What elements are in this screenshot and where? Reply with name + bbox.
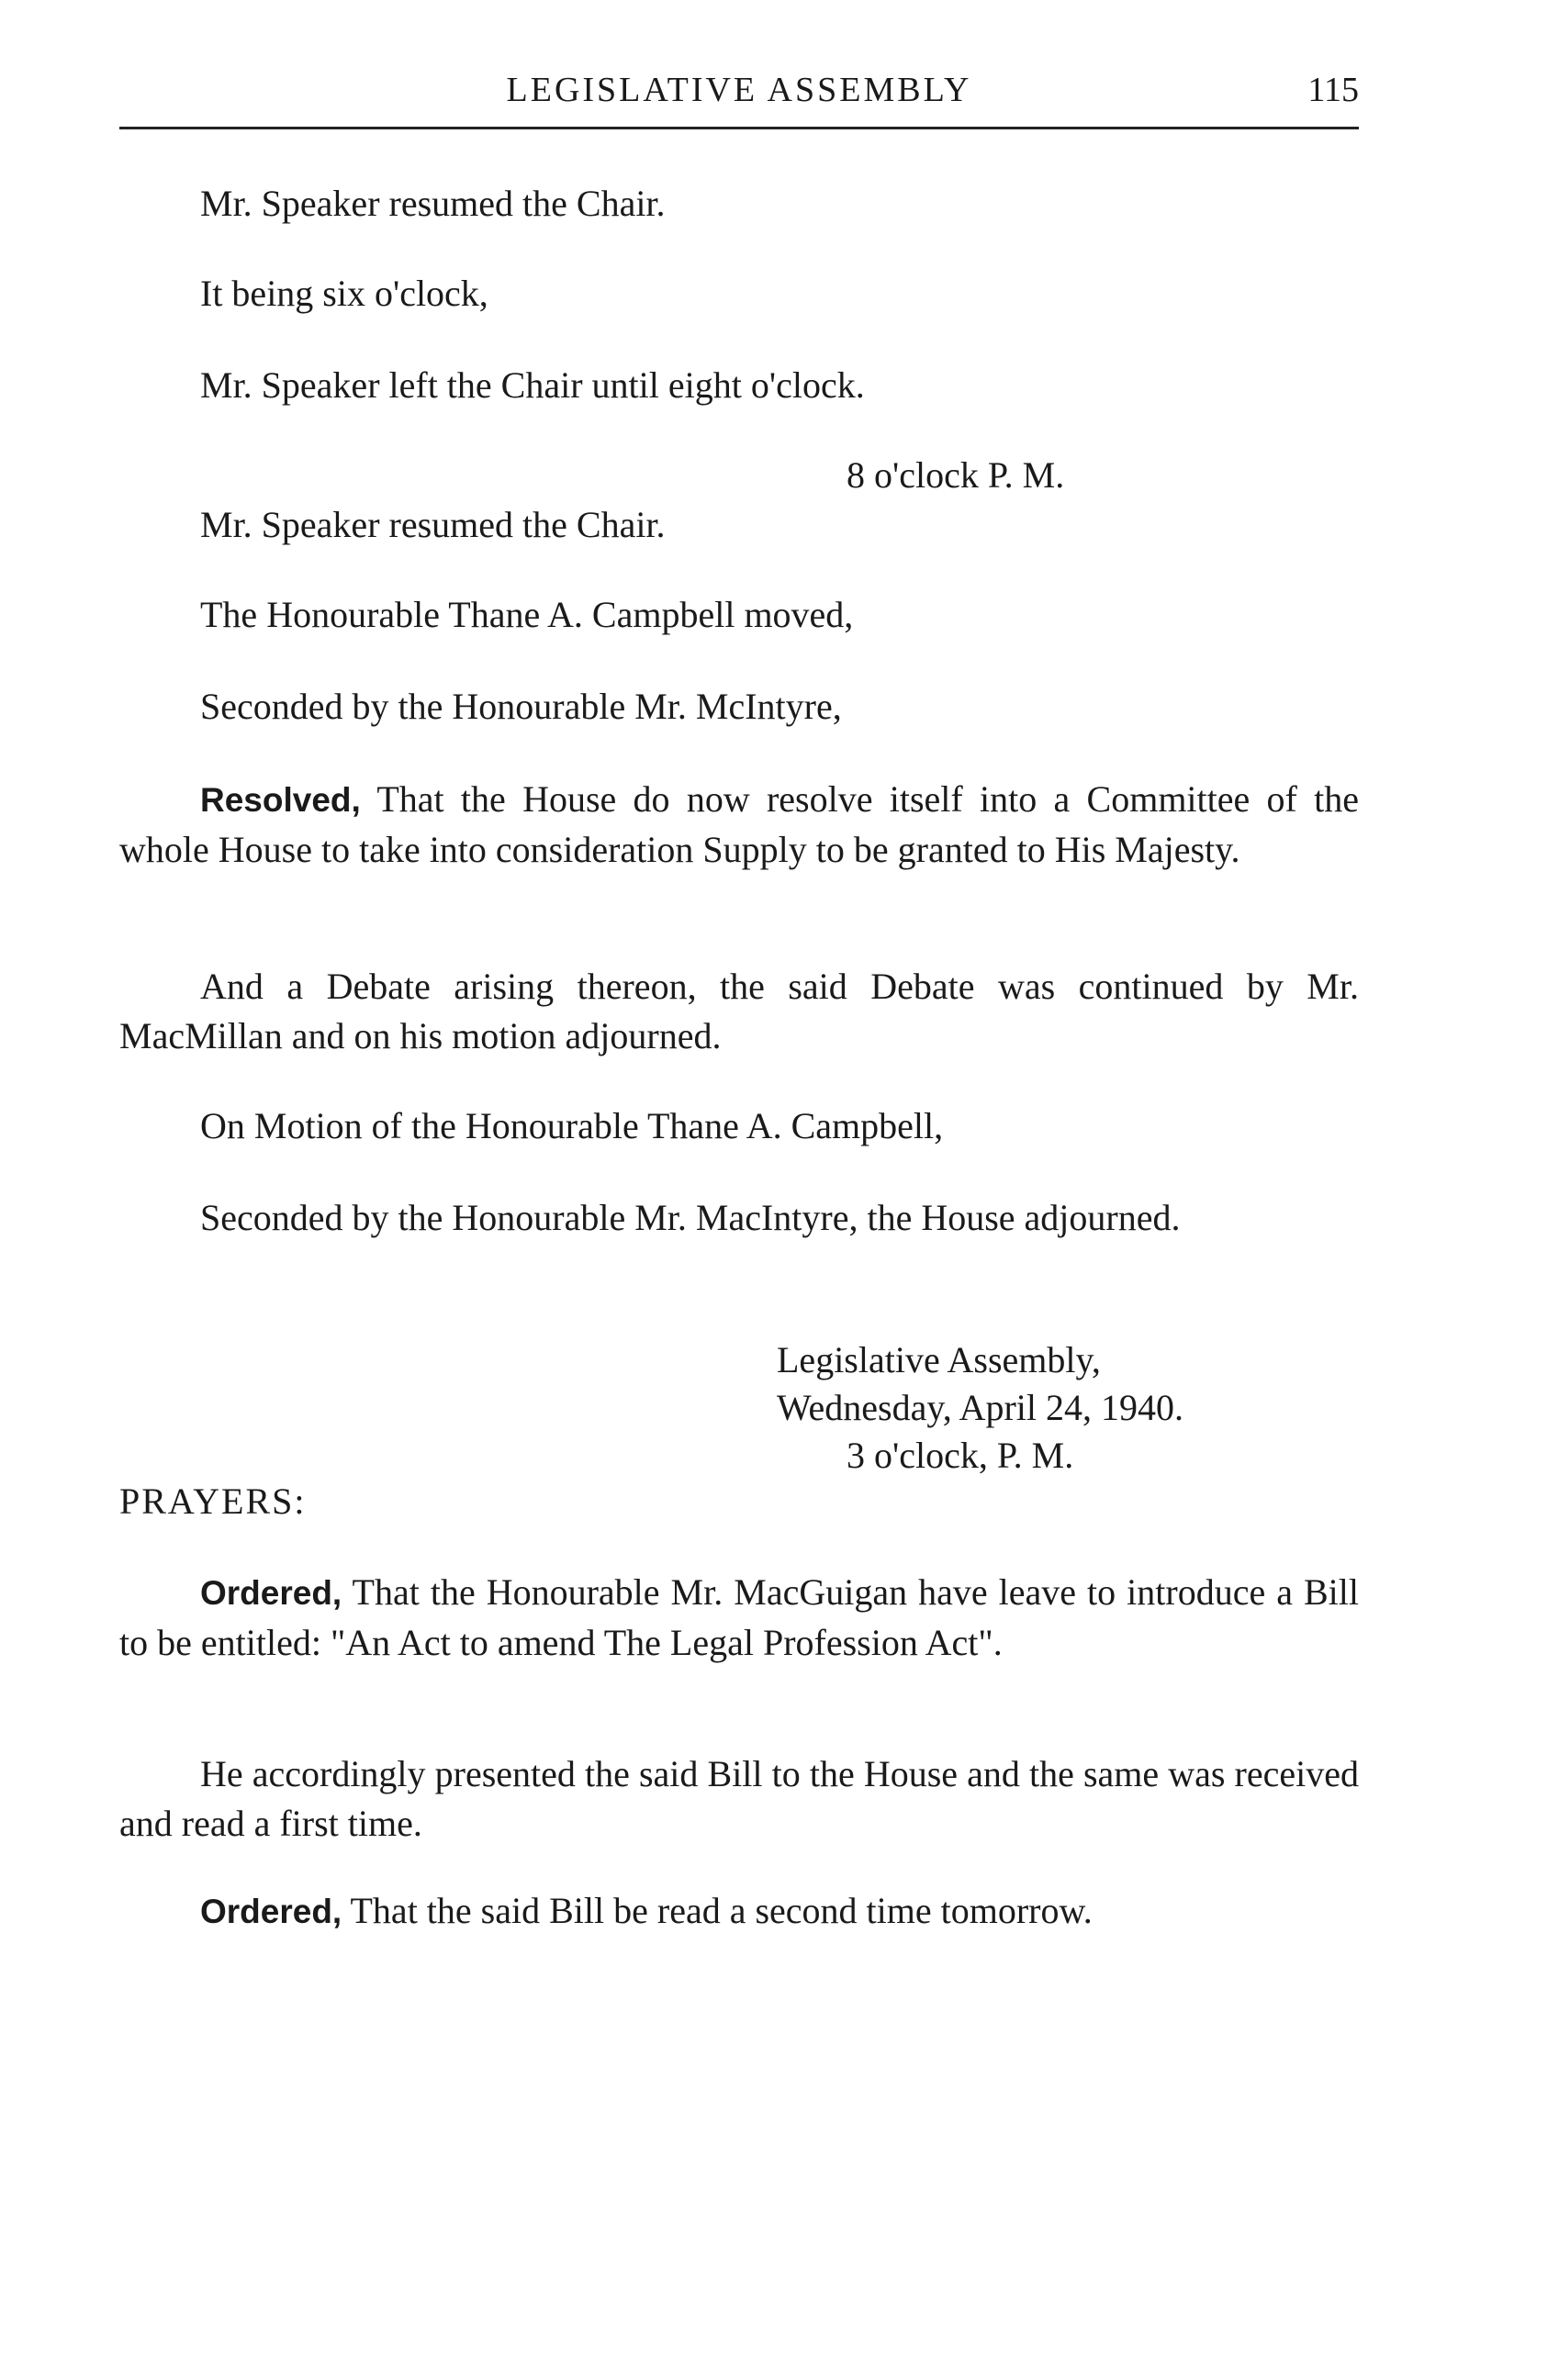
speaker-resumed-chair-evening: Mr. Speaker resumed the Chair. <box>200 504 666 545</box>
resolved-label: Resolved, <box>200 781 361 819</box>
motion-seconded: Seconded by the Honourable Mr. McIntyre, <box>200 686 842 727</box>
adjournment-seconded: Seconded by the Honourable Mr. MacIntyre, the House adjourned. <box>200 1197 1181 1238</box>
sitting-date: Wednesday, April 24, 1940. <box>777 1387 1184 1428</box>
adjournment-motion: On Motion of the Honourable Thane A. Campbell, <box>200 1105 944 1146</box>
evening-time: 8 o'clock P. M. <box>847 454 1065 496</box>
order-second-reading-paragraph <box>119 1886 1359 1937</box>
motion-moved: The Honourable Thane A. Campbell moved, <box>200 594 854 635</box>
speaker-left-chair: Mr. Speaker left the Chair until eight o'clock. <box>200 364 865 406</box>
page-header <box>119 62 1359 129</box>
order-leave-paragraph <box>119 1568 1359 1668</box>
sitting-venue: Legislative Assembly, <box>777 1339 1101 1380</box>
debate-paragraph: And a Debate arising thereon, the said Debate was continued by Mr. MacMillan and on his motion adjourned. <box>119 966 1359 1056</box>
sitting-time: 3 o'clock, P. M. <box>847 1435 1074 1476</box>
ordered-label-1: Ordered, <box>200 1574 342 1612</box>
running-title: LEGISLATIVE ASSEMBLY <box>506 71 972 109</box>
page-number: 115 <box>1307 71 1359 109</box>
order-leave-text: That the Honourable Mr. MacGuigan have leave to introduce a Bill to be entitled: "An Act to amend The Legal Profession Act". <box>119 1571 1359 1663</box>
prayers-heading: PRAYERS: <box>119 1481 307 1522</box>
bill-presented-paragraph: He accordingly presented the said Bill to the House and the same was received and read a first time. <box>119 1753 1359 1844</box>
resolution-paragraph <box>119 775 1359 875</box>
speaker-resumed-chair: Mr. Speaker resumed the Chair. <box>200 183 666 224</box>
resolution-text: That the House do now resolve itself into a Committee of the whole House to take into consideration Supply to be granted to His Majesty. <box>119 778 1360 870</box>
ordered-label-2: Ordered, <box>200 1893 342 1930</box>
six-oclock-line: It being six o'clock, <box>200 273 488 314</box>
order-second-reading-text: That the said Bill be read a second time tomorrow. <box>350 1890 1093 1931</box>
